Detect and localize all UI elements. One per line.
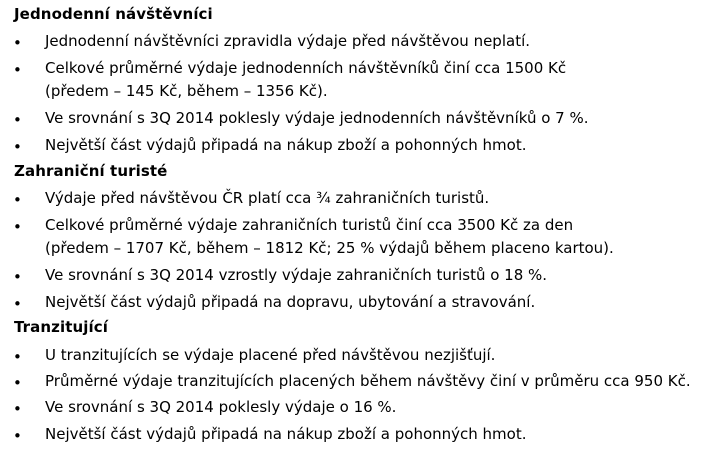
bullet: • bbox=[13, 295, 22, 313]
list-item-text bbox=[45, 291, 535, 314]
bullet: • bbox=[13, 374, 22, 392]
bullet: • bbox=[13, 427, 22, 445]
bullet: • bbox=[13, 111, 22, 129]
list-item-text bbox=[45, 187, 489, 210]
list-item-line: Ve srovnání s 3Q 2014 poklesly výdaje jednodenních návštěvníků o 7 %. bbox=[45, 109, 589, 127]
list-item-line: Celkové průměrné výdaje zahraničních turistů činí cca 3500 Kč za den bbox=[45, 216, 574, 234]
list-item-text bbox=[45, 423, 527, 446]
list-item-text bbox=[45, 344, 495, 367]
list-item-text bbox=[45, 264, 547, 287]
list-item-text bbox=[45, 396, 396, 419]
list-item-line: Jednodenní návštěvníci zpravidla výdaje před návštěvou neplatí. bbox=[45, 32, 531, 50]
bullet: • bbox=[13, 218, 22, 236]
bullet: • bbox=[13, 34, 22, 52]
bullet: • bbox=[13, 61, 22, 79]
list-item-line: Největší část výdajů připadá na dopravu, ubytování a stravování. bbox=[45, 293, 536, 311]
list-item-line: Ve srovnání s 3Q 2014 poklesly výdaje o 16 %. bbox=[45, 398, 397, 416]
section-title-foreign-tourists: Zahraniční turisté bbox=[14, 162, 168, 180]
section-title-transit: Tranzitující bbox=[14, 318, 109, 336]
list-item-text bbox=[45, 57, 566, 103]
list-item-text bbox=[45, 370, 691, 393]
list-item-line: Celkové průměrné výdaje jednodenních návštěvníků činí cca 1500 Kč bbox=[45, 59, 567, 77]
list-item-text bbox=[45, 107, 589, 130]
list-item-line: U tranzitujících se výdaje placené před návštěvou nezjišťují. bbox=[45, 346, 496, 364]
list-item-line: Největší část výdajů připadá na nákup zboží a pohonných hmot. bbox=[45, 425, 527, 443]
list-item-line: Výdaje před návštěvou ČR platí cca ¾ zahraničních turistů. bbox=[45, 189, 490, 207]
list-item-text bbox=[45, 134, 527, 157]
bullet: • bbox=[13, 138, 22, 156]
list-item-line: Průměrné výdaje tranzitujících placených během návštěvy činí v průměru cca 950 Kč. bbox=[45, 372, 691, 390]
bullet: • bbox=[13, 191, 22, 209]
bullet: • bbox=[13, 268, 22, 286]
list-item-line: (předem – 1707 Kč, během – 1812 Kč; 25 % výdajů během placeno kartou). bbox=[45, 239, 614, 257]
list-item-text bbox=[45, 214, 614, 260]
bullet: • bbox=[13, 400, 22, 418]
list-item-line: Ve srovnání s 3Q 2014 vzrostly výdaje zahraničních turistů o 18 %. bbox=[45, 266, 548, 284]
list-item-text bbox=[45, 30, 530, 53]
section-title-day-visitors: Jednodenní návštěvníci bbox=[14, 5, 213, 23]
bullet: • bbox=[13, 348, 22, 366]
list-item-line: (předem – 145 Kč, během – 1356 Kč). bbox=[45, 82, 328, 100]
list-item-line: Největší část výdajů připadá na nákup zboží a pohonných hmot. bbox=[45, 136, 527, 154]
